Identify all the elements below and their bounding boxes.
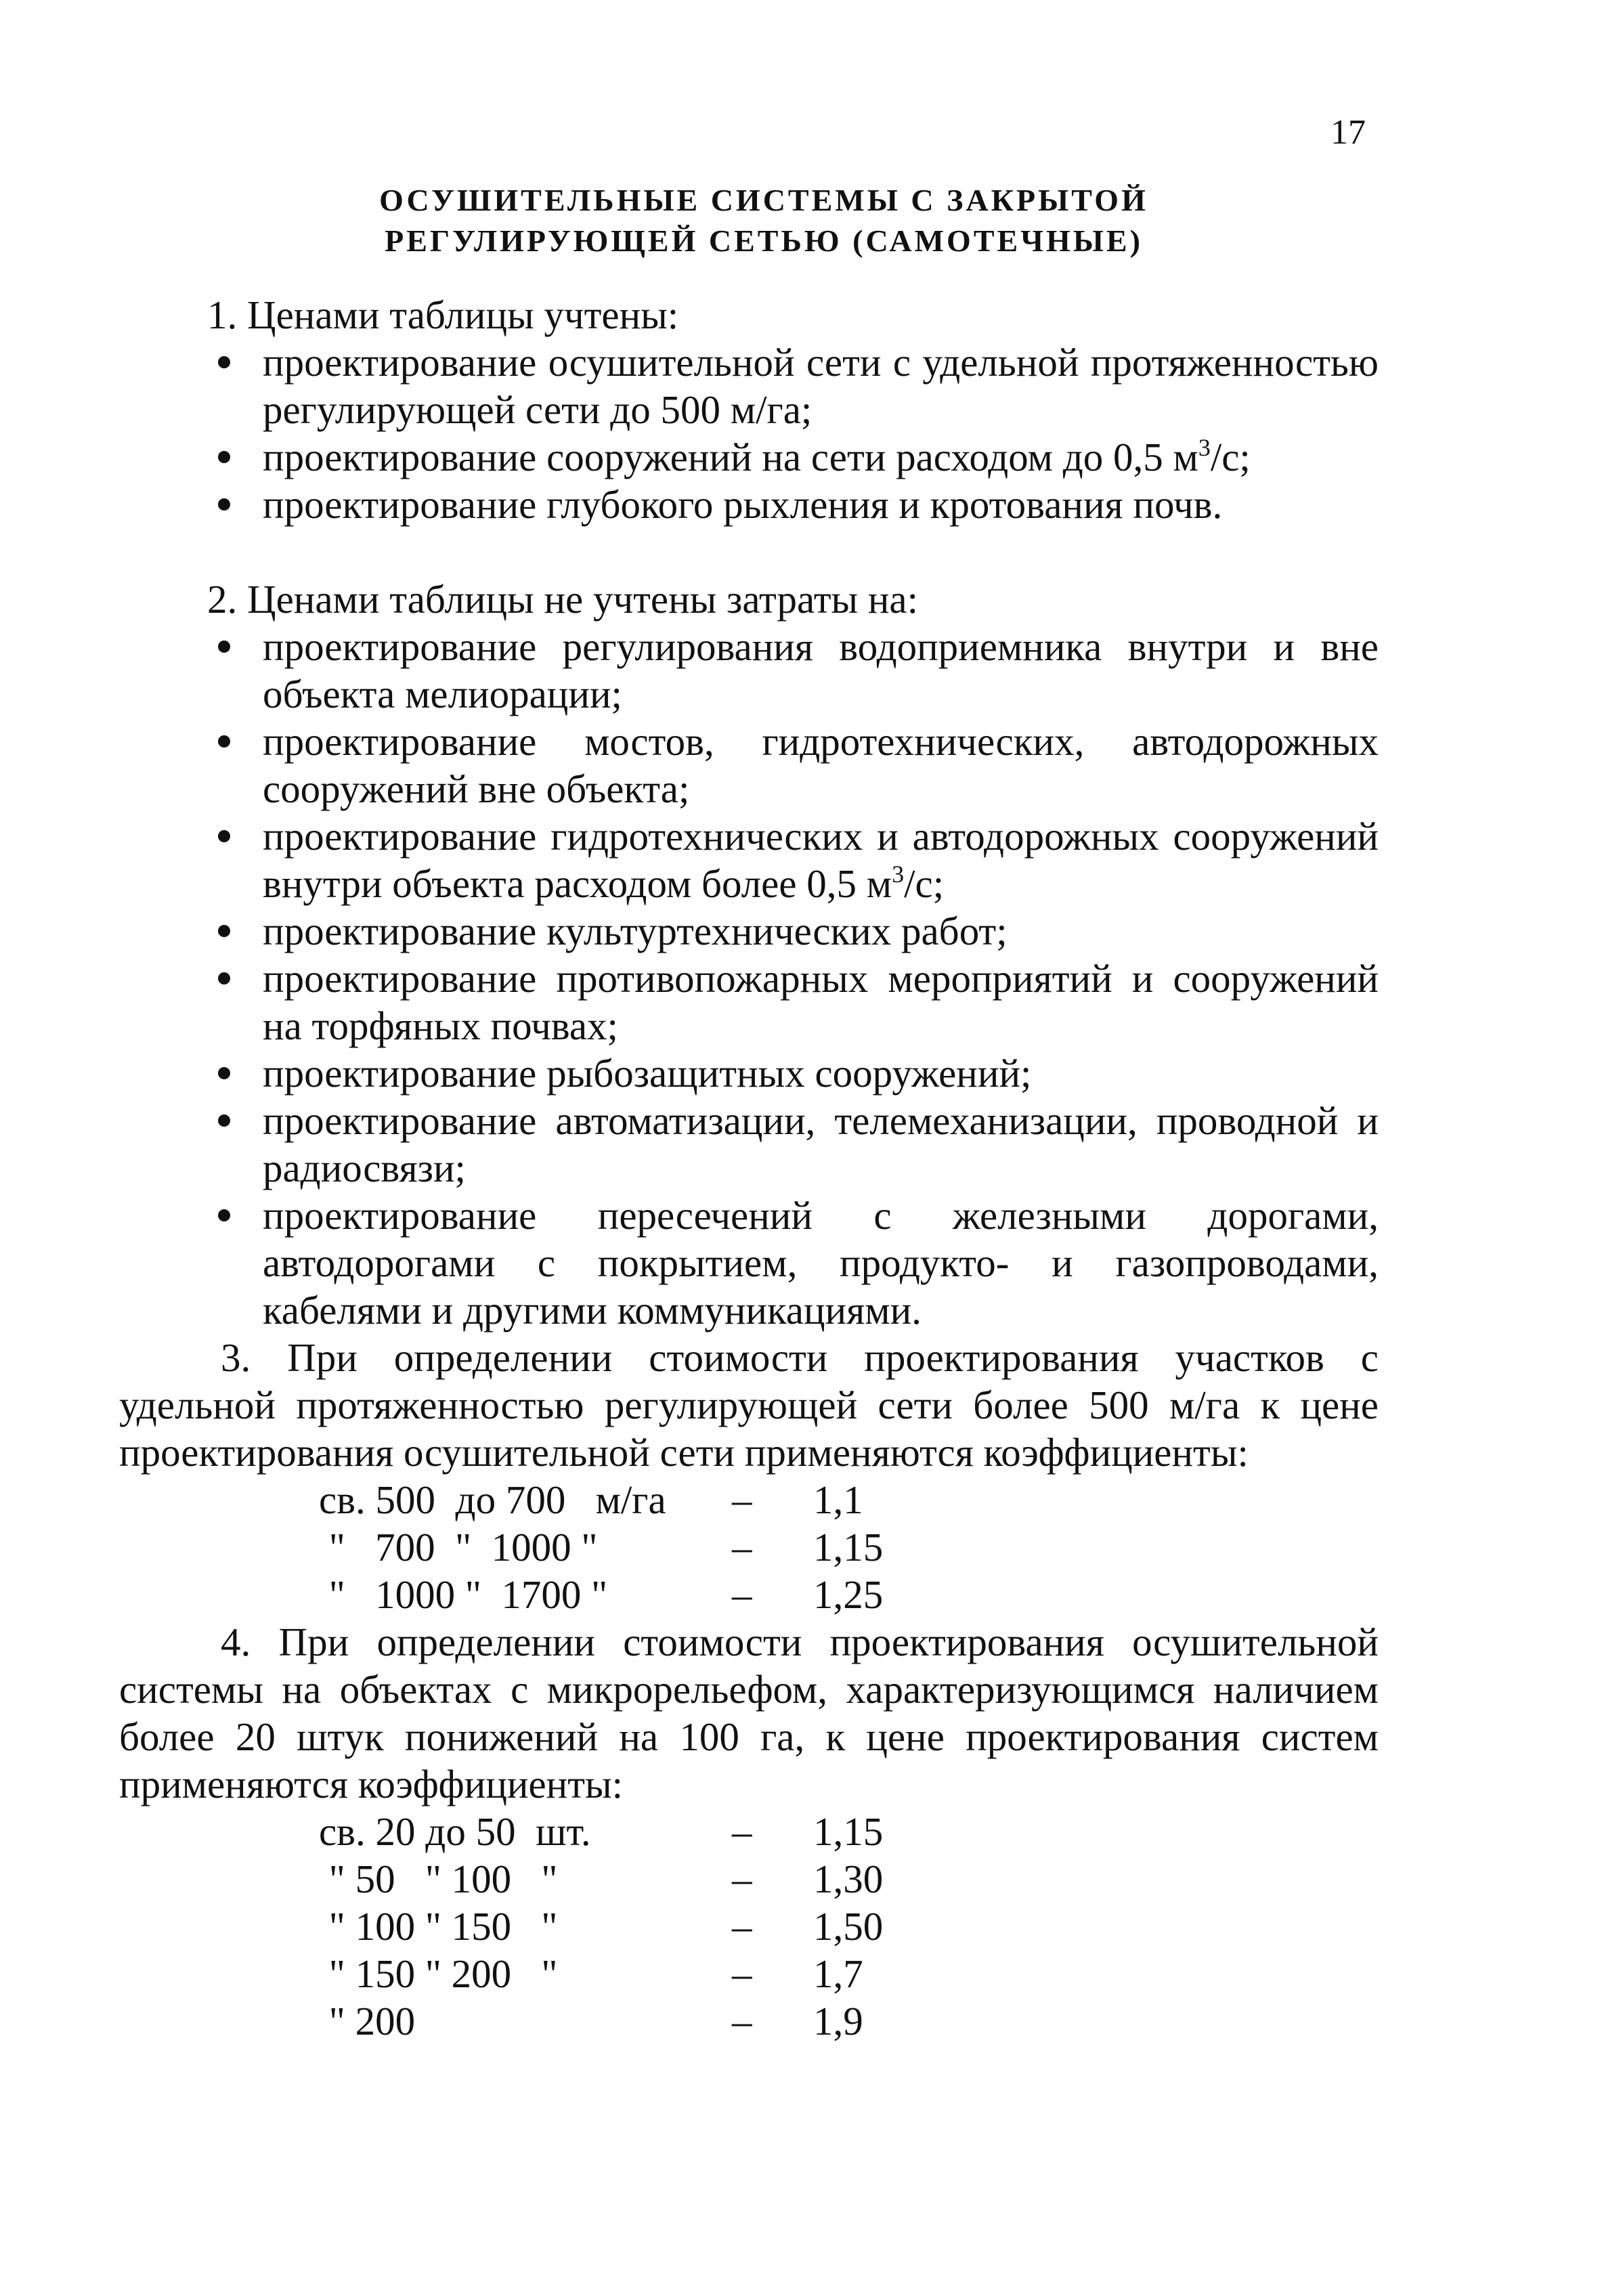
coefficient-cell: 1,30 bbox=[813, 1857, 884, 1901]
table-row bbox=[319, 1903, 883, 1950]
list-item-text: /с; bbox=[1210, 435, 1251, 479]
list-item: проектирование мостов, гидротехнических, автодорожных сооружений вне объекта; bbox=[119, 718, 1379, 813]
range-cell: " 50 " 100 " bbox=[319, 1857, 558, 1901]
coefficient-cell: 1,9 bbox=[813, 1999, 863, 2043]
superscript: 3 bbox=[1198, 434, 1211, 461]
dash-cell: – bbox=[732, 1572, 752, 1617]
table-row bbox=[319, 1523, 883, 1571]
list-item: проектирование рыбозащитных сооружений; bbox=[119, 1049, 1379, 1097]
section-4-coefficients bbox=[319, 1808, 883, 2045]
table-row bbox=[319, 1476, 883, 1523]
section-2-list bbox=[119, 623, 1379, 1334]
list-item: проектирование глубокого рыхления и кротования почв. bbox=[119, 481, 1379, 528]
coefficient-cell: 1,15 bbox=[813, 1525, 884, 1569]
list-item-text: проектирование гидротехнических и автодорожных сооружений внутри объекта расходом более 0,5 м bbox=[263, 814, 1379, 906]
list-item: проектирование автоматизации, телемеханизации, проводной и радиосвязи; bbox=[119, 1097, 1379, 1192]
range-cell: " 700 " 1000 " bbox=[319, 1525, 598, 1569]
list-item bbox=[119, 433, 1379, 481]
dash-cell: – bbox=[732, 1857, 752, 1901]
dash-cell: – bbox=[732, 1904, 752, 1949]
table-row bbox=[319, 1855, 883, 1903]
table-row bbox=[319, 1571, 883, 1618]
list-item-text: /с; bbox=[904, 861, 945, 906]
table-row bbox=[319, 1808, 883, 1855]
range-cell: св. 500 до 700 м/га bbox=[319, 1477, 666, 1522]
coefficient-cell: 1,7 bbox=[813, 1951, 863, 1996]
section-1-list bbox=[119, 339, 1379, 528]
list-item: проектирование культуртехнических работ; bbox=[119, 907, 1379, 955]
list-item bbox=[119, 813, 1379, 907]
coefficient-cell: 1,1 bbox=[813, 1477, 863, 1522]
section-4-paragraph: 4. При определении стоимости проектирования осушительной системы на объектах с микрорельефом, характеризующимся наличием более 20 штук понижений на 100 га, к цене проектирования систем применяются коэффициенты: bbox=[119, 1620, 1379, 1806]
dash-cell: – bbox=[732, 1525, 752, 1569]
dash-cell: – bbox=[732, 1951, 752, 1996]
range-cell: " 100 " 150 " bbox=[319, 1904, 558, 1949]
dash-cell: – bbox=[732, 1477, 752, 1522]
list-item-text: проектирование сооружений на сети расходом до 0,5 м bbox=[263, 435, 1198, 479]
range-cell: " 200 bbox=[319, 1999, 416, 2043]
coefficient-cell: 1,25 bbox=[813, 1572, 884, 1617]
list-item: проектирование пересечений с железными дорогами, автодорогами с покрытием, продукто- и газопроводами, кабелями и другими коммуникациями. bbox=[119, 1192, 1379, 1334]
section-1-heading: 1. Ценами таблицы учтены: bbox=[207, 293, 679, 337]
table-row bbox=[319, 1950, 883, 1997]
section-2-heading: 2. Ценами таблицы не учтены затраты на: bbox=[207, 577, 919, 622]
page-number: 17 bbox=[1330, 113, 1366, 152]
list-item: проектирование регулирования водоприемника внутри и вне объекта мелиорации; bbox=[119, 623, 1379, 718]
document-body bbox=[119, 291, 1379, 2045]
coefficient-cell: 1,15 bbox=[813, 1809, 884, 1854]
range-cell: " 1000 " 1700 " bbox=[319, 1572, 608, 1617]
page-title bbox=[0, 180, 1602, 261]
section-3-paragraph: 3. При определении стоимости проектирования участков с удельной протяженностью регулирующей сети более 500 м/га к цене проектирования осушительной сети применяются коэффициенты: bbox=[119, 1335, 1379, 1475]
list-item: проектирование осушительной сети с удельной протяженностью регулирующей сети до 500 м/га; bbox=[119, 339, 1379, 433]
title-line-1: ОСУШИТЕЛЬНЫЕ СИСТЕМЫ С ЗАКРЫТОЙ bbox=[379, 183, 1148, 217]
table-row bbox=[319, 1997, 883, 2045]
range-cell: св. 20 до 50 шт. bbox=[319, 1809, 591, 1854]
title-line-2: РЕГУЛИРУЮЩЕЙ СЕТЬЮ (САМОТЕЧНЫЕ) bbox=[385, 223, 1143, 258]
coefficient-cell: 1,50 bbox=[813, 1904, 884, 1949]
dash-cell: – bbox=[732, 1999, 752, 2043]
superscript: 3 bbox=[892, 861, 905, 888]
list-item: проектирование противопожарных мероприятий и сооружений на торфяных почвах; bbox=[119, 955, 1379, 1049]
section-3-coefficients bbox=[319, 1476, 883, 1618]
dash-cell: – bbox=[732, 1809, 752, 1854]
range-cell: " 150 " 200 " bbox=[319, 1951, 558, 1996]
